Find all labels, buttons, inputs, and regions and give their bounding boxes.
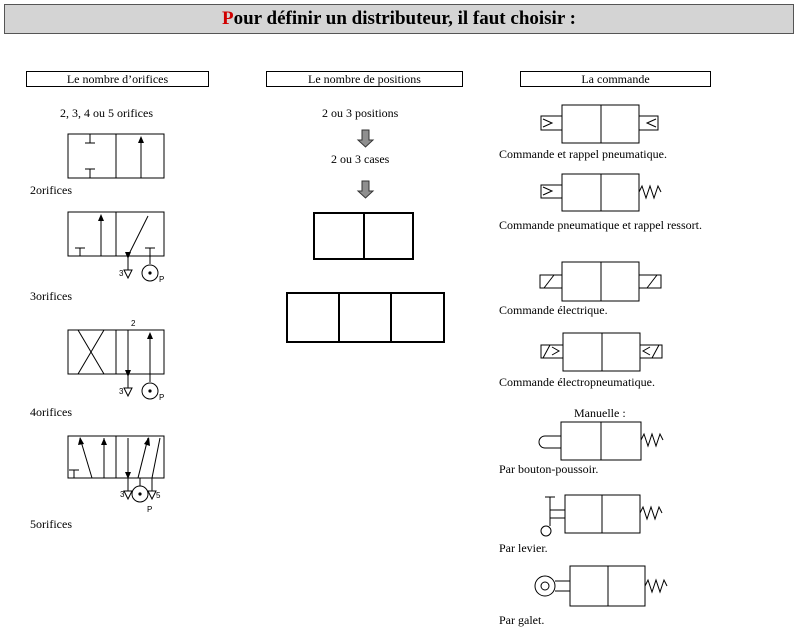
port-label-3c: 3 (120, 490, 125, 499)
port-label-pb: P (159, 393, 165, 402)
caption-5-orifices: 5orifices (30, 517, 72, 531)
title-first-letter: P (221, 8, 234, 29)
positions-subtitle: 2 ou 3 positions (322, 106, 399, 120)
roller-symbol (0, 0, 1, 1)
caption-electropneumatic: Commande électropneumatique. (499, 375, 655, 389)
caption-pneumatic: Commande et rappel pneumatique. (499, 147, 667, 161)
port-label-5: 5 (156, 491, 161, 500)
positions-header: Le nombre de positions (266, 71, 463, 87)
caption-electrical: Commande électrique. (499, 303, 608, 317)
orifices-subtitle: 2, 3, 4 ou 5 orifices (60, 106, 153, 120)
caption-2-orifices: 2orifices (30, 183, 72, 197)
caption-4-orifices: 4orifices (30, 405, 72, 419)
caption-roller: Par galet. (499, 613, 545, 627)
port-label-3b: 3 (119, 387, 124, 396)
manual-heading: Manuelle : (574, 406, 626, 420)
orifices-header: Le nombre d’orifices (26, 71, 209, 87)
positions-step: 2 ou 3 cases (331, 152, 390, 166)
commande-header: La commande (520, 71, 711, 87)
port-label-3: 3 (119, 269, 124, 278)
caption-push-button: Par bouton-poussoir. (499, 462, 599, 476)
port-label-p: P (159, 275, 165, 284)
page-title (4, 4, 794, 34)
port-label-pc: P (147, 505, 153, 514)
title-text: our définir un distributeur, il faut choisir : (233, 8, 577, 29)
caption-3-orifices: 3orifices (30, 289, 72, 303)
caption-lever: Par levier. (499, 541, 548, 555)
caption-pneumatic-spring: Commande pneumatique et rappel ressort. (499, 218, 702, 232)
port-label-2: 2 (131, 319, 136, 328)
